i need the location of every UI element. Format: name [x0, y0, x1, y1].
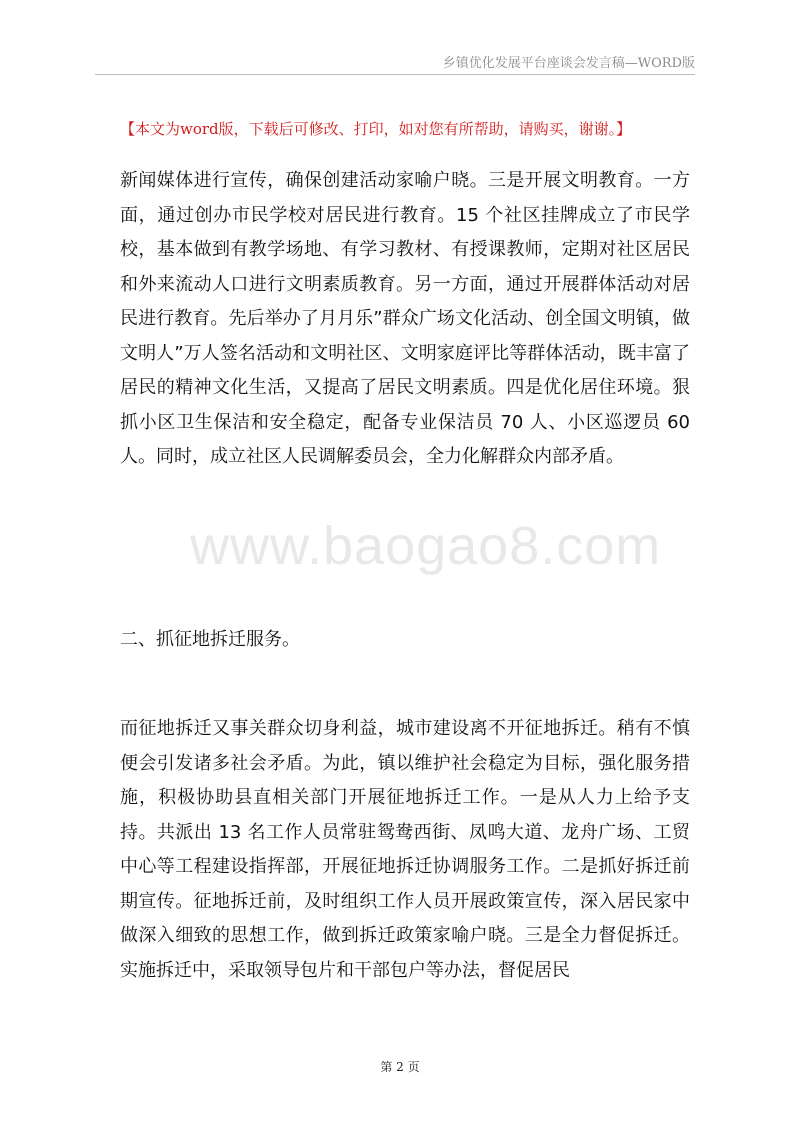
body-paragraph-1: 新闻媒体进行宣传，确保创建活动家喻户晓。三是开展文明教育。一方面，通过创办市民学校对居民进行教育。15 个社区挂牌成立了市民学校，基本做到有教学场地、有学习教材、有授课教师，定期对社区居民和外来流动人口进行文明素质教育。另一方面，通过开展群体活动对居民进行教育。先后举办了月月乐”群众广场文化活动、创全国文明镇，做文明人”万人签名活动和文明社区、文明家庭评比等群体活动，既丰富了居民的精神文化生活，又提高了居民文明素质。四是优化居住环境。狠抓小区卫生保洁和安全稳定，配备专业保洁员 70 人、小区巡逻员 60 人。同时，成立社区人民调解委员会，全力化解群众内部矛盾。	[120, 170, 696, 467]
page-number: 第 2 页	[380, 1060, 420, 1074]
body-paragraph-2: 而征地拆迁又事关群众切身利益，城市建设离不开征地拆迁。稍有不慎便会引发诸多社会矛盾。为此，镇以维护社会稳定为目标，强化服务措施，积极协助县直相关部门开展征地拆迁工作。一是从人力上给予支持。共派出 13 名工作人员常驻鸳鸯西街、凤鸣大道、龙舟广场、工贸中心等工程建设指挥部，开展征地拆迁协调服务工作。二是抓好拆迁前期宣传。征地拆迁前，及时组织工作人员开展政策宣传，深入居民家中做深入细致的思想工作，做到拆迁政策家喻户晓。三是全力督促拆迁。实施拆迁中，采取领导包片和干部包户等办法，督促居民	[120, 718, 690, 981]
document-header-title: 乡镇优化发展平台座谈会发言稿—WORD版	[442, 56, 695, 71]
download-notice: 【本文为word版，下载后可修改、打印，如对您有所帮助，请购买，谢谢。】	[120, 120, 632, 138]
header-divider	[95, 74, 695, 75]
section-heading: 二、抓征地拆迁服务。	[120, 629, 300, 650]
watermark-text: www.baogao8.com	[190, 516, 662, 576]
